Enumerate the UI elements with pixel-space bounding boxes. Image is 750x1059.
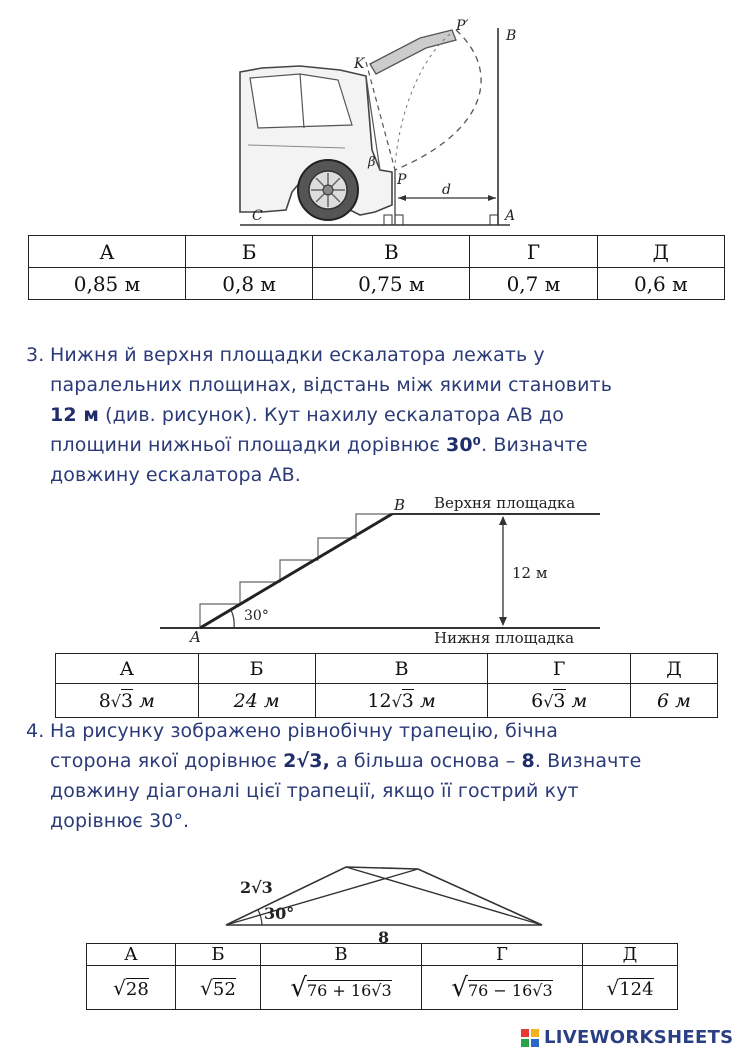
header-a: А: [87, 944, 176, 966]
q4-line-3: довжину діагоналі цієї трапеції, якщо її гострий кут: [50, 780, 579, 802]
q4-side-value: 2√3,: [283, 750, 330, 772]
label-b: B: [506, 28, 517, 44]
answer-table-2: [55, 653, 718, 718]
q3-line-4-text: площини нижньої площадки дорівнює: [50, 434, 447, 456]
header-b: Б: [185, 236, 312, 268]
label-angle: 30°: [264, 904, 295, 923]
liveworksheets-footer[interactable]: [520, 1026, 745, 1052]
answer-g[interactable]: 0,7 м: [470, 268, 597, 300]
question-number: 4.: [26, 720, 45, 742]
car-trunk-figure: [0, 0, 750, 232]
answer-v[interactable]: 12√3 м: [315, 684, 488, 718]
answer-g[interactable]: √76 − 16√3: [422, 966, 583, 1010]
label-height: 12 м: [512, 564, 548, 582]
answer-d[interactable]: 6 м: [631, 684, 718, 718]
header-d: Д: [631, 654, 718, 684]
q4-line-1: На рисунку зображено рівнобічну трапецію, бічна: [50, 720, 558, 742]
q4-base-value: 8: [521, 750, 535, 772]
header-g: Г: [470, 236, 597, 268]
header-g: Г: [488, 654, 631, 684]
label-angle: 30°: [244, 608, 269, 624]
trapezoid-figure: [0, 855, 750, 945]
answer-b[interactable]: 0,8 м: [185, 268, 312, 300]
answer-v[interactable]: √76 + 16√3: [261, 966, 422, 1010]
answer-d[interactable]: √124: [583, 966, 678, 1010]
header-b: Б: [198, 654, 315, 684]
header-a: А: [29, 236, 186, 268]
label-point-b: B: [394, 496, 406, 514]
header-d: Д: [583, 944, 678, 966]
answer-g[interactable]: 6√3 м: [488, 684, 631, 718]
label-point-a: A: [190, 628, 201, 646]
q3-height-value: 12 м: [50, 404, 99, 426]
q4-line-2: сторона якої дорівнює 2√3, а більша основа – 8. Визначте: [50, 750, 642, 772]
question-4: [26, 716, 726, 836]
label-p: P: [397, 172, 407, 188]
q3-line-1: Нижня й верхня площадки ескалатора лежать у: [50, 344, 545, 366]
brand-name: LIVEWORKSHEETS: [544, 1027, 734, 1048]
label-lower-platform: Нижня площадка: [434, 629, 575, 647]
label-upper-platform: Верхня площадка: [434, 494, 576, 512]
label-base: 8: [378, 928, 390, 945]
answer-table-1: [28, 235, 725, 300]
answer-b[interactable]: √52: [176, 966, 261, 1010]
label-c: C: [252, 208, 263, 224]
question-3: [26, 340, 726, 490]
label-a: A: [505, 208, 516, 224]
label-p-prime: P′: [456, 18, 469, 34]
q3-line-5: довжину ескалатора АВ.: [50, 464, 301, 486]
header-g: Г: [422, 944, 583, 966]
liveworksheets-logo-icon: [520, 1028, 540, 1048]
label-k: K: [354, 56, 365, 72]
header-b: Б: [176, 944, 261, 966]
answer-a[interactable]: 8√3 м: [56, 684, 199, 718]
header-v: В: [313, 236, 470, 268]
header-d: Д: [597, 236, 724, 268]
q3-angle-value: 30⁰: [446, 434, 482, 456]
header-a: А: [56, 654, 199, 684]
label-side: 2√3: [240, 878, 273, 897]
q4-line-4: дорівнює 30°.: [50, 810, 190, 832]
answer-v[interactable]: 0,75 м: [313, 268, 470, 300]
q3-line-2: паралельних площинах, відстань між якими становить: [50, 374, 613, 396]
answer-b[interactable]: 24 м: [198, 684, 315, 718]
answer-table-3: [86, 943, 678, 1010]
header-v: В: [261, 944, 422, 966]
escalator-figure: [0, 490, 750, 650]
label-d: d: [442, 182, 451, 198]
q3-line-3: [50, 400, 726, 430]
label-beta: β: [368, 155, 376, 170]
answer-d[interactable]: 0,6 м: [597, 268, 724, 300]
answer-a[interactable]: 0,85 м: [29, 268, 186, 300]
header-v: В: [315, 654, 488, 684]
question-number: 3.: [26, 344, 45, 366]
q3-line-4-end: . Визначте: [481, 434, 588, 456]
q3-line-4: [50, 430, 726, 460]
q3-line-3-text: (див. рисунок). Кут нахилу ескалатора АВ до: [99, 404, 564, 426]
answer-a[interactable]: √28: [87, 966, 176, 1010]
